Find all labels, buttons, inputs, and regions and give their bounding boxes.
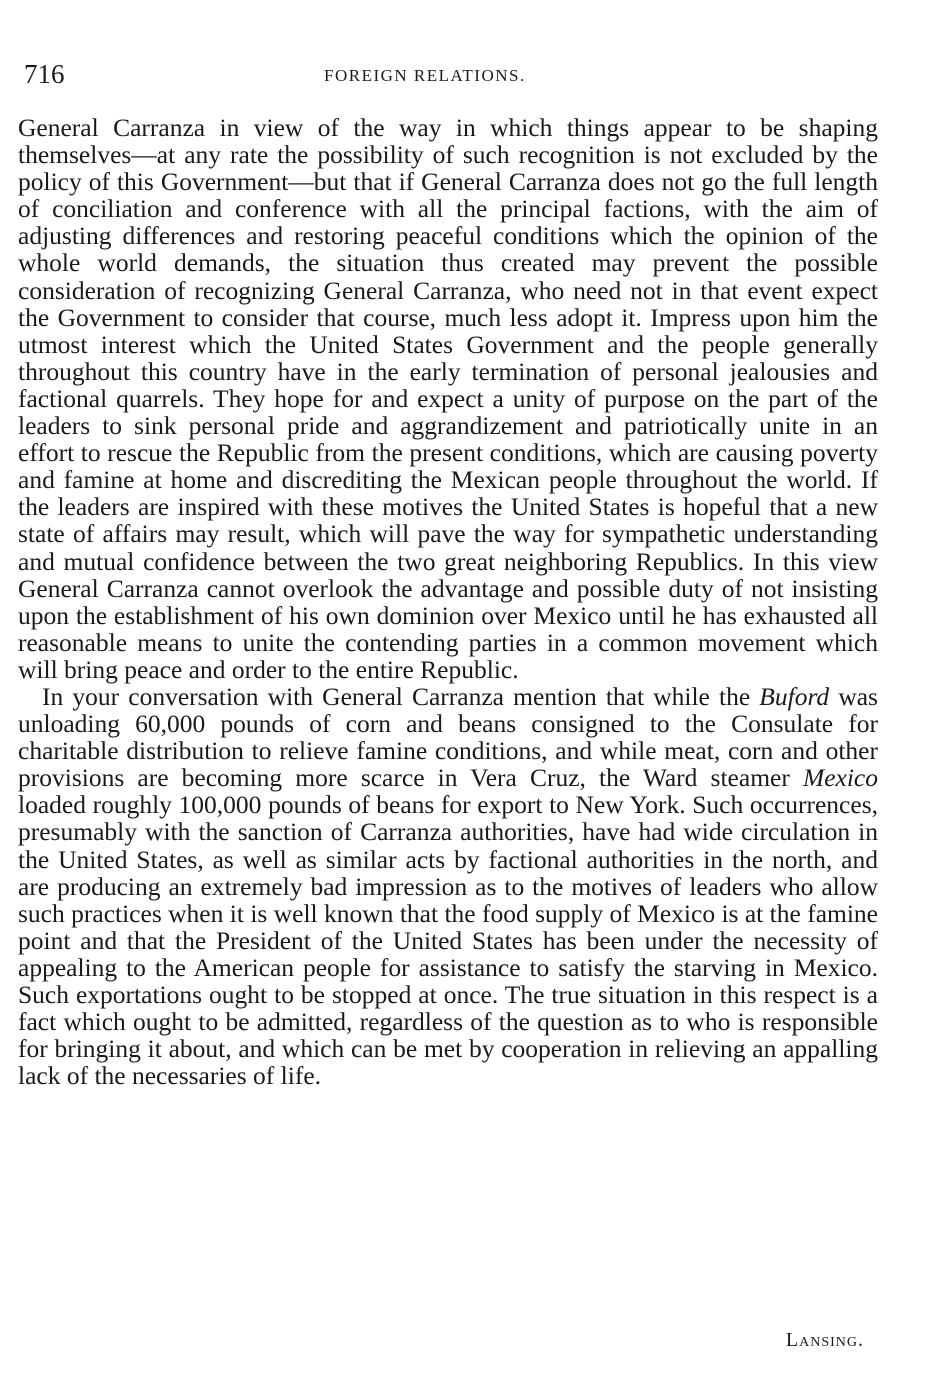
page-number: 716 bbox=[24, 59, 65, 89]
paragraph-2-part-3: loaded roughly 100,000 pounds of beans for export to New York. Such occurrences, presumably with the sanction of Carranza authorities, have had wide circulation in the United States, as well as similar acts by factional authorities in the north, and are producing an extremely bad impression as to the motives of leaders who allow such practices when it is well known that the food supply of Mexico is at the famine point and that the President of the United States has been under the necessity of appealing to the American people for assistance to satisfy the starving in Mexico. Such exportations ought to be stopped at once. The true situation in this respect is a fact which ought to be admitted, regardless of the question as to who is responsible for bringing it about, and which can be met by cooperation in relieving an appalling lack of the necessaries of life. bbox=[18, 790, 878, 1091]
body-text bbox=[18, 114, 878, 1089]
page-header bbox=[24, 58, 874, 94]
running-head: FOREIGN RELATIONS. bbox=[324, 66, 526, 85]
ship-name-buford: Buford bbox=[759, 681, 830, 711]
paragraph-2-part-1: In your conversation with General Carranza mention that while the bbox=[42, 681, 760, 711]
ship-name-mexico: Mexico bbox=[802, 763, 878, 793]
paragraph-2-part-2: was unloading 60,000 pounds of corn and beans consigned to the Consulate for charitable distribution to relieve famine conditions, and while meat, corn and other provisions are becoming more scarce in Vera Cruz, the Ward steamer bbox=[18, 681, 878, 793]
paragraph-1: General Carranza in view of the way in which things appear to be shaping themselves—at any rate the possibility of such recognition is not excluded by the policy of this Government—but that if General Carranza does not go the full length of conciliation and conference with all the principal factions, with the aim of adjusting differences and restoring peaceful conditions which the opinion of the whole world demands, the situation thus created may prevent the possible consideration of recognizing General Carranza, who need not in that event expect the Government to consider that course, much less adopt it. Impress upon him the utmost interest which the United States Government and the people generally throughout this country have in the early termination of personal jealousies and factional quarrels. They hope for and expect a unity of purpose on the part of the leaders to sink personal pride and aggrandizement and patriotically unite in an effort to rescue the Republic from the present conditions, which are causing poverty and famine at home and discrediting the Mexican people throughout the world. If the leaders are inspired with these motives the United States is hopeful that a new state of affairs may result, which will pave the way for sympathetic understanding and mutual confidence between the two great neighboring Republics. In this view General Carranza cannot overlook the advantage and possible duty of not insisting upon the establishment of his own dominion over Mexico until he has exhausted all reasonable means to unite the contending parties in a common movement which will bring peace and order to the entire Republic. bbox=[18, 113, 878, 684]
signature: Lansing. bbox=[785, 1329, 864, 1351]
paragraph-2 bbox=[18, 683, 878, 1089]
